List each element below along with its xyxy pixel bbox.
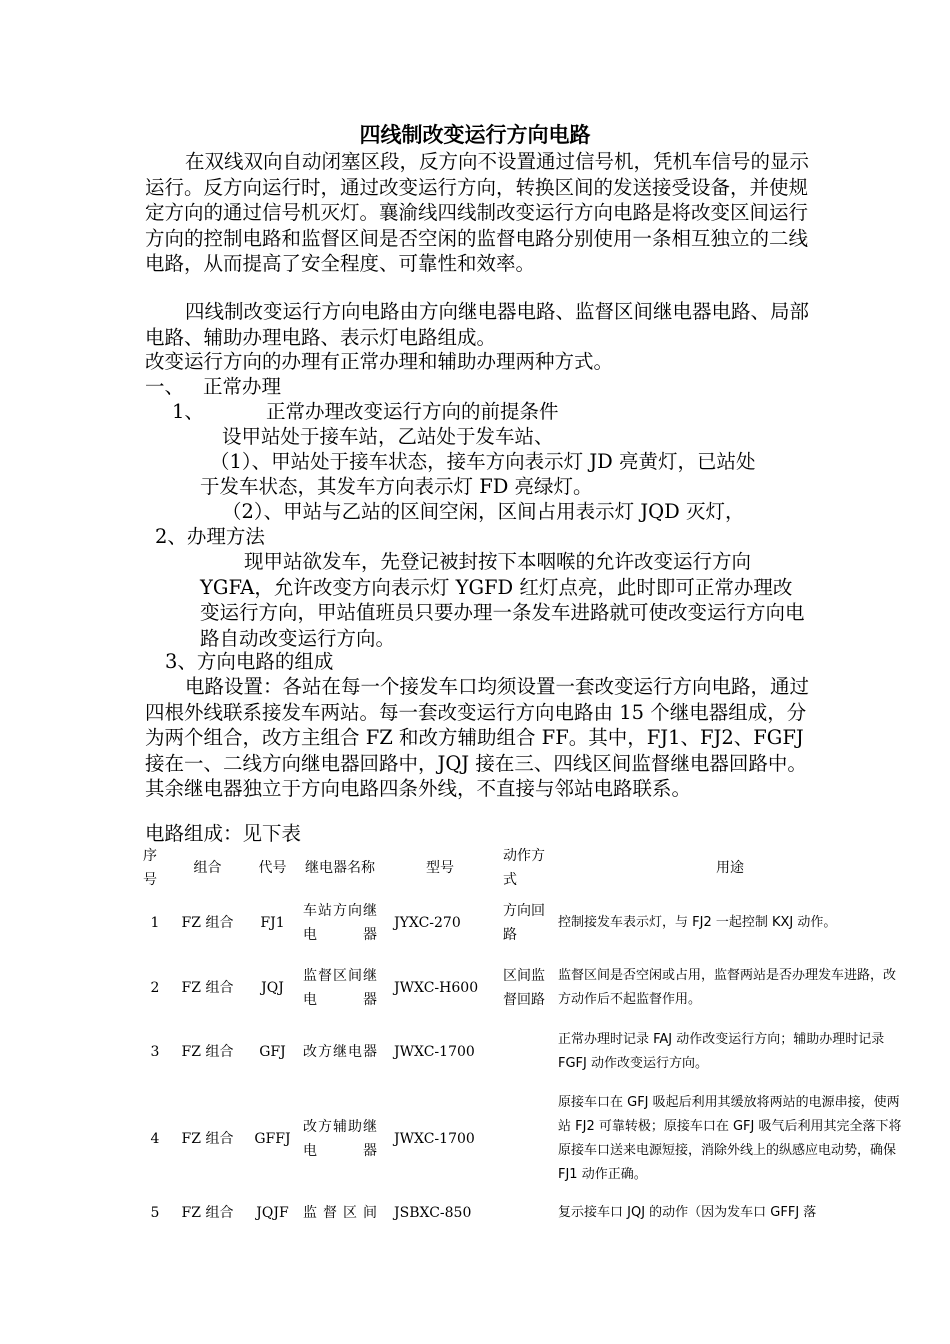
table-row — [140, 1198, 905, 1228]
table-row — [140, 1080, 905, 1198]
condition-1-line-b: 于发车状态，其发车方向表示灯 FD 亮绿灯。 — [200, 475, 593, 498]
header-action: 动作方式 — [503, 848, 545, 888]
cell-action: 区间监督回路 — [503, 968, 545, 1008]
cell-group: FZ 组合 — [181, 980, 234, 996]
cell-group: FZ 组合 — [181, 1044, 234, 1060]
header-model: 型号 — [426, 860, 454, 876]
method-paragraph: 现甲站欲发车，先登记被封按下本咽喉的允许改变运行方向 YGFA，允许改变方向表示灯 YGFD 红灯点亮，此时即可正常办理改变运行方向，甲站值班员只要办理一条发车进路就可使改变运行方向电路自动改变运行方向。 — [200, 550, 805, 650]
cell-seq: 3 — [150, 1044, 160, 1060]
cell-action: 方向回路 — [503, 903, 545, 943]
subsection-1-heading: 正常办理改变运行方向的前提条件 — [266, 400, 559, 423]
cell-name: 改方辅助继电器 — [303, 1119, 377, 1159]
document-title: 四线制改变运行方向电路 — [359, 122, 591, 147]
cell-name: 车站方向继电器 — [303, 903, 377, 943]
cell-model: JWXC-1700 — [394, 1044, 475, 1060]
cell-purpose: 控制接发车表示灯，与 FJ2 一起控制 KXJ 动作。 — [558, 915, 837, 930]
condition-2-line: （2）、甲站与乙站的区间空闲，区间占用表示灯 JQD 灭灯， — [222, 500, 745, 523]
assumption-line: 设甲站处于接车站，乙站处于发车站、 — [222, 425, 554, 448]
cell-action — [500, 1024, 555, 1080]
cell-code: JQJ — [261, 980, 284, 996]
header-group: 组合 — [193, 860, 222, 876]
cell-name: 改方继电器 — [303, 1044, 377, 1060]
cell-model: JWXC-1700 — [394, 1131, 475, 1147]
cell-seq: 5 — [150, 1205, 160, 1221]
cell-purpose: 监督区间是否空闲或占用，监督两站是否办理发车进路，改方动作后不起监督作用。 — [558, 968, 897, 1007]
cell-purpose: 正常办理时记录 FAJ 动作改变运行方向；辅助办理时记录 FGFJ 动作改变运行方向。 — [558, 1032, 885, 1071]
header-name: 继电器名称 — [305, 860, 375, 876]
cell-purpose: 复示接车口 JQJ 的动作（因为发车口 GFFJ 落 — [558, 1205, 817, 1220]
cell-model: JWXC-H600 — [394, 980, 479, 996]
cell-name: 监督区间 — [303, 1205, 377, 1221]
subsection-3-heading: 3、方向电路的组成 — [165, 650, 334, 673]
cell-code: GFFJ — [254, 1131, 291, 1147]
table-row — [140, 1024, 905, 1080]
cell-name: 监督区间继电器 — [303, 968, 377, 1008]
composition-line: 电路组成：见下表 — [145, 822, 302, 845]
cell-action — [500, 1080, 555, 1198]
subsection-2-heading: 2、办理方法 — [155, 525, 265, 548]
cell-code: FJ1 — [260, 915, 285, 931]
cell-code: JQJF — [256, 1205, 289, 1221]
cell-model: JSBXC-850 — [394, 1205, 472, 1221]
cell-seq: 4 — [150, 1131, 160, 1147]
intro-paragraph-1: 在双线双向自动闭塞区段，反方向不设置通过信号机，凭机车信号的显示运行。反方向运行时，通过改变运行方向，转换区间的发送接受设备，并使规定方向的通过信号机灭灯。襄渝线四线制改变运行方向电路是将改变区间运行方向的控制电路和监督区间是否空闲的监督电路分别使用一条相互独立的二线电路，从而提高了安全程度、可靠性和效率。 — [145, 150, 810, 275]
subsection-1-number: 1、 — [172, 400, 204, 423]
cell-group: FZ 组合 — [181, 1205, 234, 1221]
table-row — [140, 952, 905, 1024]
table-row — [140, 894, 905, 952]
cell-action — [500, 1198, 555, 1228]
cell-seq: 1 — [150, 915, 160, 931]
intro-paragraph-3: 改变运行方向的办理有正常办理和辅助办理两种方式。 — [145, 350, 614, 373]
relay-table — [140, 842, 905, 1228]
cell-group: FZ 组合 — [181, 1131, 234, 1147]
condition-1-line-a: （1）、甲站处于接车状态，接车方向表示灯 JD 亮黄灯，已站处 — [210, 450, 756, 473]
section-1-number: 一、 — [145, 375, 185, 398]
header-code: 代号 — [258, 860, 287, 876]
intro-paragraph-2: 四线制改变运行方向电路由方向继电器电路、监督区间继电器电路、局部电路、辅助办理电路、表示灯电路组成。 — [145, 300, 810, 349]
header-purpose: 用途 — [716, 860, 744, 876]
cell-seq: 2 — [150, 980, 160, 996]
cell-code: GFJ — [259, 1044, 286, 1060]
setup-paragraph: 电路设置：各站在每一个接发车口均须设置一套改变运行方向电路，通过四根外线联系接发车两站。每一套改变运行方向电路由 15 个继电器组成，分为两个组合，改方主组合 FZ 和改方辅助组合 FF。其中，FJ1、FJ2、FGFJ 接在一、二线方向继电器回路中，JQJ 接在三、四线区间监督继电器回路中。其余继电器独立于方向电路四条外线，不直接与邻站电路联系。 — [145, 675, 810, 800]
table-header-row — [140, 842, 905, 894]
section-1-heading: 正常办理 — [203, 375, 282, 398]
header-seq: 序号 — [143, 848, 157, 888]
cell-purpose: 原接车口在 GFJ 吸起后利用其缓放将两站的电源串接，使两站 FJ2 可靠转极；原接车口在 GFJ 吸气后利用其完全落下将原接车口送来电源短接，消除外线上的纵感应电动势，确保 FJ1 动作正确。 — [558, 1095, 902, 1182]
cell-group: FZ 组合 — [181, 915, 234, 931]
cell-model: JYXC-270 — [394, 915, 461, 931]
